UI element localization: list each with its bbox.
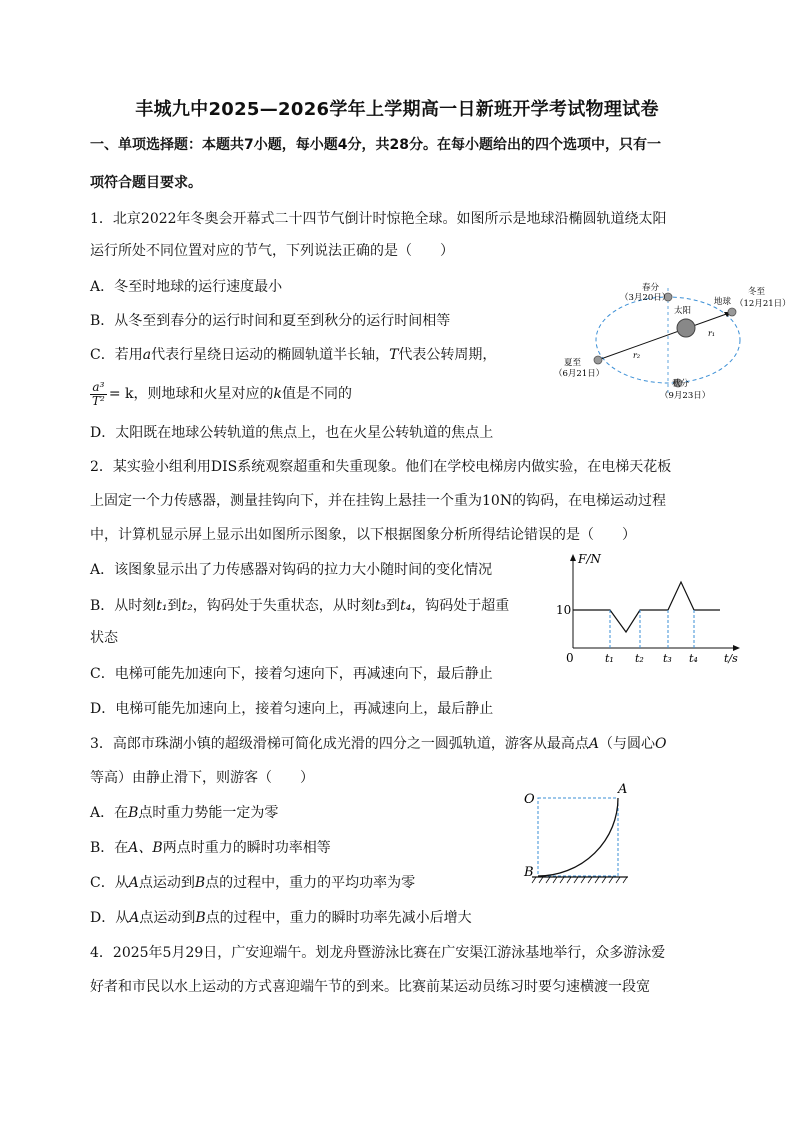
q2-stem-line1: 2．某实验小组利用DIS系统观察超重和失重现象。他们在学校电梯房内做实验，在电梯天花板 — [90, 459, 672, 475]
q1-option-c2-post: 值是不同的 — [281, 386, 352, 402]
q4-stem-line1: 4．2025年5月29日，广安迎端午。划龙舟暨游泳比赛在广安渠江游泳基地举行，众多游泳爱 — [90, 945, 666, 961]
label-earth: 地球 — [714, 297, 732, 307]
q3-b-post: 两点时重力的瞬时功率相等 — [162, 840, 331, 856]
q3-stem-line2: 等高）由静止滑下，则游客（ ） — [90, 770, 314, 786]
q1-option-c2-pre: = k，则地球和火星对应的 — [108, 386, 274, 402]
q2-option-b-line1 — [90, 596, 509, 616]
q1-option-b: B．从冬至到春分的运行时间和夏至到秋分的运行时间相等 — [90, 313, 451, 329]
origin-label: 0 — [566, 651, 574, 665]
label-b: B — [524, 865, 534, 880]
q3-b-ab: A、B — [128, 840, 163, 856]
q1-option-c-pre: C．若用 — [90, 347, 143, 363]
exam-title: 丰城九中2025—2026学年上学期高一日新班开学考试物理试卷 — [135, 99, 659, 120]
fraction-numerator: a³ — [90, 381, 107, 395]
q1-option-c-post: 代表公转周期， — [398, 347, 497, 363]
label-a: A — [618, 782, 628, 797]
q1-option-d: D．太阳既在地球公转轨道的焦点上，也在火星公转轨道的焦点上 — [90, 425, 494, 441]
q2-option-d: D．电梯可能先加速向上，接着匀速向上，再减速向上，最后静止 — [90, 701, 494, 717]
q3-d-mid: 点运动到 — [139, 910, 196, 926]
q2-b-d: ，钩码处于超重 — [411, 598, 510, 614]
q3-b-pre: B．在 — [90, 840, 129, 856]
q3-a-pre: A．在 — [90, 805, 129, 821]
q1-kepler-fraction — [90, 381, 107, 408]
q3-d-post: 点的过程中，重力的瞬时功率先减小后增大 — [205, 910, 472, 926]
y-tick-10: 10 — [556, 603, 572, 617]
x-tick-t2: t₂ — [635, 652, 644, 665]
q3-option-a — [90, 803, 278, 823]
q2-b-pre: B．从时刻 — [90, 598, 157, 614]
label-summer: 夏至 — [564, 358, 582, 368]
q1-var-a: a — [142, 347, 152, 363]
q2-option-a: A．该图象显示出了力传感器对钩码的拉力大小随时间的变化情况 — [90, 562, 493, 578]
label-winter-date: （12月21日） — [735, 299, 791, 309]
x-tick-t3: t₃ — [663, 652, 672, 665]
q4-stem-line2: 好者和市民以水上运动的方式喜迎端午节的到来。比赛前某运动员练习时要匀速横渡一段宽 — [90, 979, 650, 995]
sun-icon — [677, 319, 695, 337]
q1-option-c-line2 — [90, 378, 352, 410]
x-axis-label: t/s — [724, 652, 738, 665]
q1-option-c-line1 — [90, 345, 496, 365]
fraction-denominator: T² — [92, 393, 105, 408]
q1-stem-line1: 1．北京2022年冬奥会开幕式二十四节气倒计时惊艳全球。如图所示是地球沿椭圆轨道绕太阳 — [90, 211, 667, 227]
q3-c-mid: 点运动到 — [138, 875, 195, 891]
label-spring: 春分 — [642, 283, 660, 293]
q1-option-c-mid: 代表行星绕日运动的椭圆轨道半长轴， — [151, 347, 390, 363]
label-r1: r₁ — [708, 329, 716, 338]
q3-d-pre: D．从 — [90, 910, 130, 926]
q3-stem-o: O — [655, 736, 667, 752]
q3-option-c — [90, 873, 415, 893]
q1-var-k: k — [273, 386, 282, 402]
label-autumn: 秋分 — [672, 379, 690, 389]
q3-c-pre: C．从 — [90, 875, 129, 891]
q2-b-t1: t₁ — [156, 598, 168, 614]
force-curve — [573, 582, 720, 632]
label-winter: 冬至 — [748, 287, 766, 297]
force-time-graph — [548, 550, 748, 668]
y-axis-label: F/N — [578, 552, 601, 566]
ground-hatching — [532, 877, 627, 883]
q3-a-b: B — [128, 805, 139, 821]
q3-option-d — [90, 908, 472, 928]
q3-stem-a: A — [588, 736, 600, 752]
orbit-ellipse — [596, 297, 740, 383]
slide-arc — [538, 798, 618, 876]
q3-d-b: B — [195, 910, 206, 926]
label-r2: r₂ — [633, 351, 641, 360]
q2-b-b: ，钩码处于失重状态，从时刻 — [192, 598, 375, 614]
q2-b-t4: t₄ — [400, 598, 412, 614]
y-axis-arrow — [570, 554, 576, 561]
q3-stem-pre: 3．高郎市珠湖小镇的超级滑梯可简化成光滑的四分之一圆弧轨道，游客从最高点 — [90, 736, 589, 752]
section-heading-line1: 一、单项选择题：本题共7小题，每小题4分，共28分。在每小题给出的四个选项中，只有一 — [90, 137, 661, 153]
q2-stem-line2: 上固定一个力传感器，测量挂钩向下，并在挂钩上悬挂一个重为10N的钩码，在电梯运动过程 — [90, 493, 667, 509]
section-heading-line2: 项符合题目要求。 — [90, 175, 202, 191]
q2-b-t3: t₃ — [374, 598, 387, 614]
q2-option-b-line2: 状态 — [90, 630, 118, 646]
q1-option-a: A．冬至时地球的运行速度最小 — [90, 279, 283, 295]
label-sun: 太阳 — [674, 306, 692, 316]
q2-b-t2: t₂ — [181, 598, 193, 614]
x-axis-arrow — [733, 645, 740, 651]
q3-stem-mid: （与圆心 — [599, 736, 656, 752]
q3-c-b: B — [194, 875, 206, 891]
q2-option-c: C．电梯可能先加速向下，接着匀速向下，再减速向下，最后静止 — [90, 666, 493, 682]
label-autumn-date: （9月23日） — [660, 391, 711, 401]
q2-b-a: 到 — [167, 598, 182, 614]
q3-a-post: 点时重力势能一定为零 — [138, 805, 279, 821]
x-tick-t1: t₁ — [605, 652, 614, 665]
q3-option-b — [90, 838, 331, 858]
dashed-frame — [538, 798, 618, 876]
orbit-diagram — [538, 282, 791, 412]
q3-stem-line1 — [90, 734, 667, 754]
label-spring-date: （3月20日） — [620, 293, 671, 303]
q1-var-t: T — [389, 347, 399, 363]
q3-c-a: A — [128, 875, 139, 891]
quarter-arc-diagram — [518, 780, 638, 888]
q2-b-c: 到 — [386, 598, 401, 614]
x-tick-t4: t₄ — [689, 652, 698, 665]
label-summer-date: （6月21日） — [554, 369, 605, 379]
q3-d-a: A — [129, 910, 140, 926]
q2-stem-line3: 中，计算机显示屏上显示出如图所示图象，以下根据图象分析所得结论错误的是（ ） — [90, 527, 636, 543]
earth-winter-dot — [728, 308, 736, 316]
label-o: O — [524, 792, 535, 807]
q3-c-post: 点的过程中，重力的平均功率为零 — [205, 875, 416, 891]
earth-summer-dot — [594, 356, 602, 364]
q1-stem-line2: 运行所处不同位置对应的节气，下列说法正确的是（ ） — [90, 243, 454, 259]
